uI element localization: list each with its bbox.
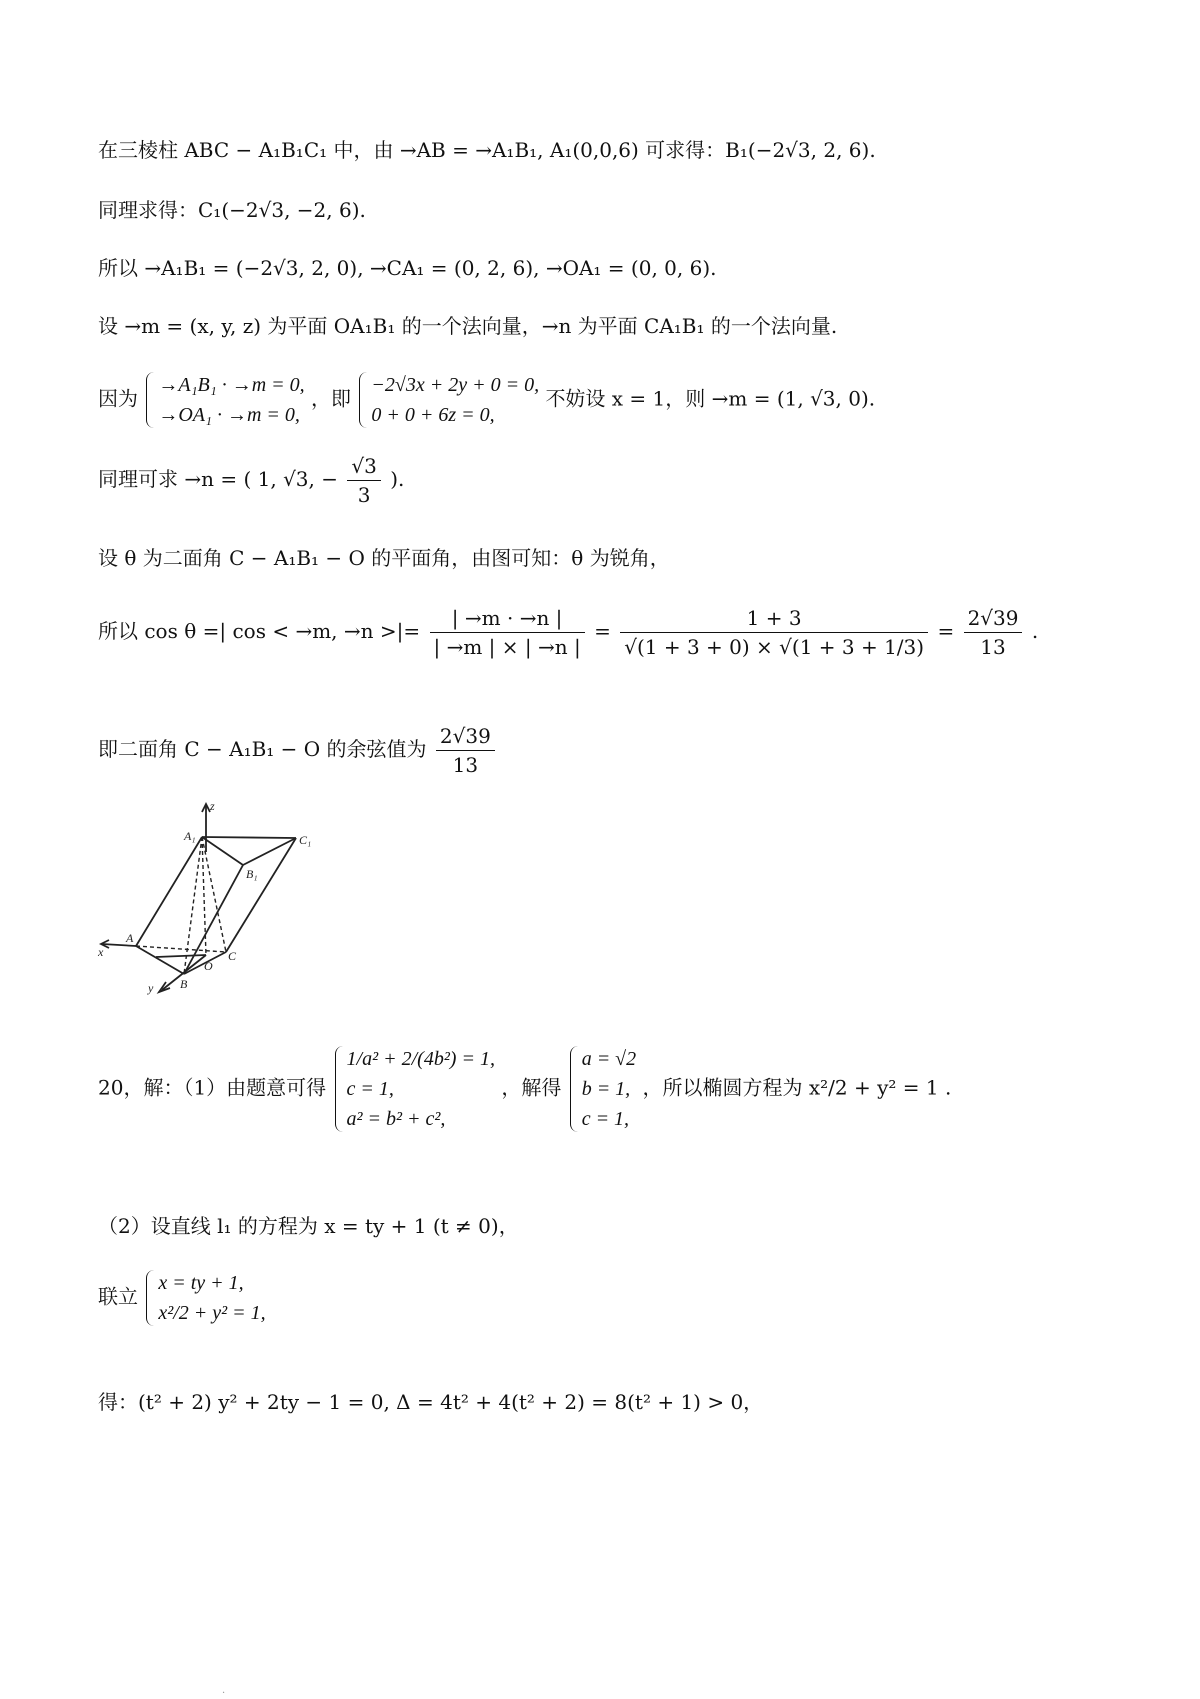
dashed-a-c	[136, 946, 226, 952]
equals-sign: =	[937, 619, 955, 643]
cos-expression: cos θ =| cos < →m, →n >|=	[144, 619, 421, 643]
q20-system1-row-b: c = 1,	[346, 1078, 394, 1100]
text-line-3: 所以 →A₁B₁ = (−2√3, 2, 0), →CA₁ = (0, 2, 6), →OA₁ = (0, 0, 6).	[98, 256, 717, 280]
line5-suffix: 不妨设 x = 1，则 →m = (1, √3, 0).	[545, 386, 876, 411]
q20-mid: ，解得	[501, 1075, 562, 1100]
system1-row-b: →OA₁ · →m = 0,	[158, 404, 300, 426]
axis-segment	[156, 955, 206, 957]
edge-a1-a	[136, 837, 202, 946]
fraction-numeric	[620, 604, 928, 661]
last-line: 得：(t² + 2) y² + 2ty − 1 = 0, Δ = 4t² + 4(t² + 2) = 8(t² + 1) > 0，	[98, 1390, 764, 1414]
label-c1: C₁	[299, 833, 312, 847]
fraction-denominator: 13	[452, 753, 479, 777]
fraction-denominator: | →m | × | →n |	[433, 635, 581, 659]
label-a1: A₁	[184, 829, 196, 843]
lianli-row-b: x²/2 + y² = 1,	[158, 1302, 266, 1324]
label-c: C	[228, 949, 237, 963]
system2-row-a: −2√3x + 2y + 0 = 0,	[371, 374, 540, 396]
label-o: O	[204, 959, 213, 973]
text-line-9	[98, 722, 498, 779]
part2-line: （2）设直线 l₁ 的方程为 x = ty + 1 (t ≠ 0)，	[98, 1214, 519, 1238]
line6-prefix: 同理可求 →n = ( 1, √3, −	[98, 467, 339, 491]
fraction-denominator: 13	[980, 635, 1006, 659]
equation-system-2	[357, 370, 539, 430]
equation-system-1	[144, 370, 304, 430]
equals-sign: =	[594, 619, 611, 643]
text-line-4: 设 →m = (x, y, z) 为平面 OA₁B₁ 的一个法向量，→n 为平面 CA₁B₁ 的一个法向量.	[98, 314, 838, 338]
label-y: y	[148, 981, 154, 995]
lianli-prefix: 联立	[98, 1284, 138, 1309]
fraction-result	[436, 722, 495, 779]
lianli-line	[98, 1268, 266, 1328]
line5-prefix: 因为	[98, 386, 138, 411]
text-line-1: 在三棱柱 ABC − A₁B₁C₁ 中，由 →AB = →A₁B₁, A₁(0,0,6) 可求得：B₁(−2√3, 2, 6).	[98, 138, 876, 162]
fraction-dot-over-norms	[430, 604, 585, 661]
line6-suffix: ).	[390, 467, 405, 491]
fraction-numerator: 2√39	[436, 722, 495, 751]
text-line-2: 同理求得：C₁(−2√3, −2, 6).	[98, 198, 366, 222]
q20-system1-row-c: a² = b² + c²,	[346, 1108, 446, 1130]
q20-system2-row-a: a = √2	[581, 1048, 637, 1070]
q20-system2-row-c: c = 1,	[581, 1108, 630, 1130]
label-b: B	[180, 977, 188, 991]
q20-system2-row-b: b = 1,	[581, 1078, 631, 1100]
fraction-denominator: √(1 + 3 + 0) × √(1 + 3 + 1/3)	[624, 635, 925, 659]
label-x: x	[98, 945, 104, 959]
label-a: A	[126, 931, 134, 945]
fraction-numerator: 2√39	[964, 604, 1023, 633]
text-line-8	[98, 604, 1038, 661]
lianli-row-a: x = ty + 1,	[158, 1272, 244, 1294]
edge-a1-b1	[202, 837, 243, 865]
system1-row-a: →A₁B₁ · →m = 0,	[158, 374, 305, 396]
q20-system-2	[568, 1044, 636, 1134]
dashed-a1-b	[184, 837, 202, 974]
period: .	[1031, 619, 1039, 643]
fraction-result	[964, 604, 1023, 661]
lianli-system	[144, 1268, 265, 1328]
prism-figure	[96, 800, 326, 1010]
fraction-sqrt3-over-3	[347, 452, 380, 509]
edge-a1-c1	[202, 837, 296, 838]
label-b1: B₁	[246, 867, 258, 881]
text-line-6	[98, 452, 404, 509]
fraction-numerator: | →m · →n |	[430, 604, 585, 633]
text-line-7: 设 θ 为二面角 C − A₁B₁ − O 的平面角，由图可知：θ 为锐角，	[98, 546, 670, 570]
edge-a-b	[136, 946, 184, 974]
line5-mid: ，即	[311, 386, 351, 411]
system2-row-b: 0 + 0 + 6z = 0,	[371, 404, 495, 426]
fraction-numerator: √3	[347, 452, 380, 481]
text-line-5	[98, 370, 875, 430]
fraction-numerator: 1 + 3	[620, 604, 928, 633]
fraction-denominator: 3	[357, 483, 371, 507]
q20-line	[98, 1044, 951, 1134]
q20-suffix: ，所以椭圆方程为 x²/2 + y² = 1 .	[642, 1075, 952, 1100]
q20-system-1	[333, 1044, 495, 1134]
line8-prefix: 所以	[98, 619, 138, 643]
label-z: z	[210, 800, 215, 813]
line9-prefix: 即二面角 C − A₁B₁ − O 的余弦值为	[98, 737, 427, 761]
q20-prefix: 20，解：（1）由题意可得	[98, 1075, 327, 1100]
footer-dot: ·	[222, 1688, 226, 1699]
q20-system1-row-a: 1/a² + 2/(4b²) = 1,	[346, 1048, 495, 1070]
